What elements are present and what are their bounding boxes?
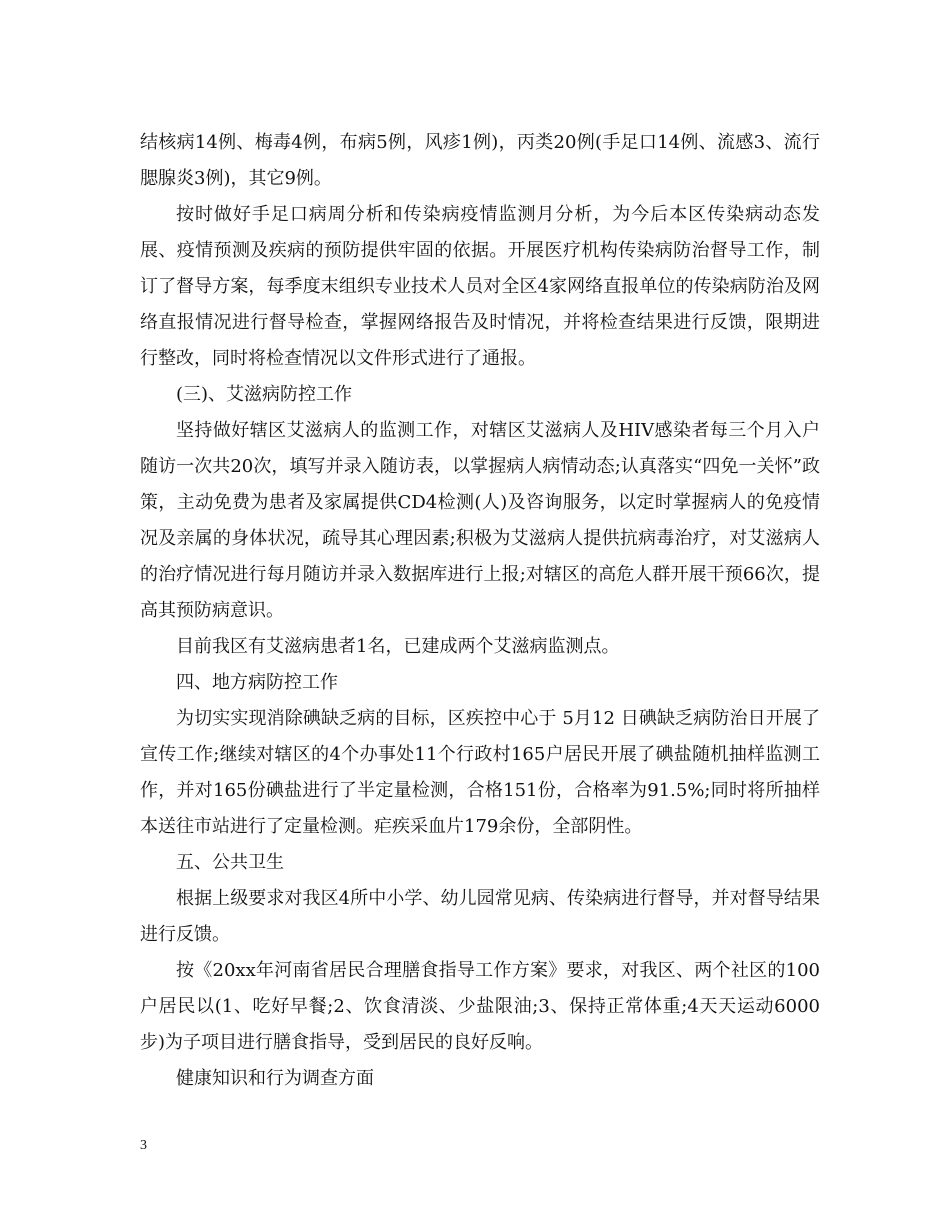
section-heading-public-health: 五、公共卫生	[176, 852, 284, 873]
paragraph-7: 按《20xx年河南省居民合理膳食指导工作方案》要求，对我区、两个社区的100户居民以(1、吃好早餐;2、饮食清淡、少盐限油;3、保持正常体重;4天天运动6000步)为子项目进行膳食指导，受到居民的良好反响。	[140, 960, 820, 1053]
paragraph-8: 健康知识和行为调查方面	[176, 1068, 374, 1089]
paragraph-5: 为切实实现消除碘缺乏病的目标，区疾控中心于 5月12 日碘缺乏病防治日开展了宣传工作;继续对辖区的4个办事处11个行政村165户居民开展了碘盐随机抽样监测工作，并对165份碘盐进行了半定量检测，合格151份，合格率为91.5%;同时将所抽样本送往市站进行了定量检测。疟疾采血片179余份，全部阴性。	[140, 708, 820, 837]
paragraph-3: 坚持做好辖区艾滋病人的监测工作，对辖区艾滋病人及HIV感染者每三个月入户随访一次共20次，填写并录入随访表，以掌握病人病情动态;认真落实“四免一关怀”政策，主动免费为患者及家属提供CD4检测(人)及咨询服务，以定时掌握病人的免疫情况及亲属的身体状况，疏导其心理因素;积极为艾滋病人提供抗病毒治疗，对艾滋病人的治疗情况进行每月随访并录入数据库进行上报;对辖区的高危人群开展干预66次，提高其预防病意识。	[140, 420, 820, 621]
paragraph-2: 按时做好手足口病周分析和传染病疫情监测月分析，为今后本区传染病动态发展、疫情预测及疾病的预防提供牢固的依据。开展医疗机构传染病防治督导工作，制订了督导方案，每季度末组织专业技术人员对全区4家网络直报单位的传染病防治及网络直报情况进行督导检查，掌握网络报告及时情况，并将检查结果进行反馈，限期进行整改，同时将检查情况以文件形式进行了通报。	[140, 204, 820, 369]
section-heading-aids: (三)、艾滋病防控工作	[176, 384, 353, 405]
paragraph-4: 目前我区有艾滋病患者1名，已建成两个艾滋病监测点。	[176, 636, 620, 657]
section-heading-endemic: 四、地方病防控工作	[176, 672, 338, 693]
paragraph-1: 结核病14例、梅毒4例，布病5例，风疹1例)，丙类20例(手足口14例、流感3、流行腮腺炎3例)，其它9例。	[140, 132, 820, 189]
paragraph-6: 根据上级要求对我区4所中小学、幼儿园常见病、传染病进行督导，并对督导结果进行反馈。	[140, 888, 820, 945]
document-body	[140, 125, 820, 1097]
page-number: 3	[140, 1138, 147, 1153]
